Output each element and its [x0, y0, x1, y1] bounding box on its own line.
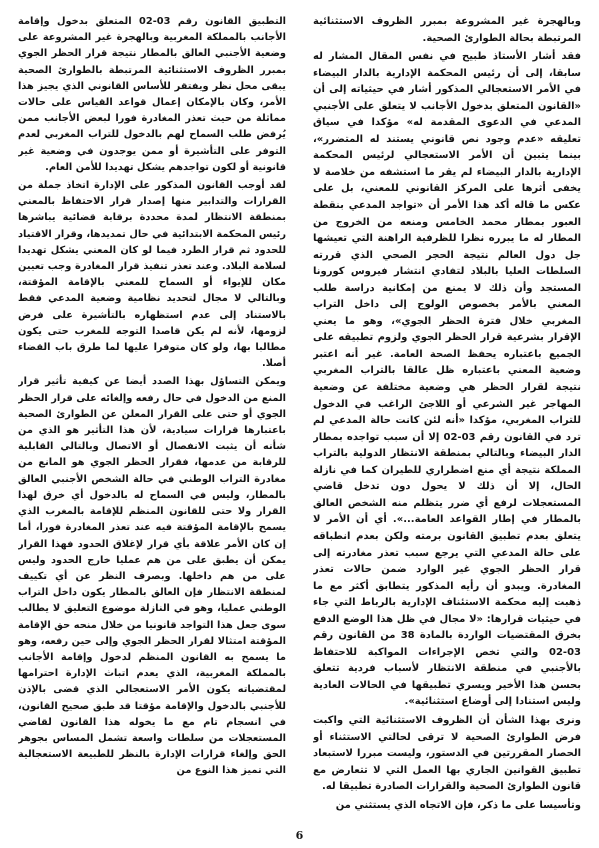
paragraph: وتأسيسا على ما ذكر، فإن الاتجاه الذي يستثني من [335, 799, 581, 811]
text-column-left [18, 14, 286, 820]
paragraph: لقد أوجب القانون المذكور على الإدارة اتخاذ جملة من القرارات والتدابير منها إصدار قرار الاحتفاظ بالمعني بمنطقة الانتظار لمدة محددة برقابة قضائية يباشرها رئيس المحكمة الابتدائية في حال تمديدها، وقرار الاقتياد للحدود ثم قرار الطرد فيما لو كان المعني يشكل تهديدا لسلامة البلاد. وعند تعذر تنفيذ قرار المغادرة وجب تعيين مكان للإيواء أو السماح للمعني بالإقامة المؤقتة، وبالتالي لا مجال لتحديد نظامية وضعية المدعي فقط بالاستناد إلى عدم استظهاره بالتأشيرة على فرض لزومها، لأنه لم يكن قاصدا التوجه للمغرب حتى يكون مطالبا بها، ولو كان متوفرا عليها لما طرق باب القضاء أصلا. [18, 180, 286, 370]
paragraph: التطبيق القانون رقم 03-02 المتعلق بدخول وإقامة الأجانب بالمملكة المغربية وبالهجرة غير المشروعة على وضعية الأجنبي العالق بالمطار نتيجة قرار الحظر الجوي بمبرر الظروف الاستثنائية المرتبطة بالطوارئ الصحية يبقى محل نظر ويفتقر للأساس القانوني الذي يجيز هذا الأمر، وكان بالإمكان إعمال قواعد القياس على حالات مماثلة من حيث تعذر المغادرة فورا لبعض الأجانب ممن يُرفض طلب السماح لهم بالدخول للتراب المغربي لعدم التوفر على التأشيرة أو ممن يوجدون في وضعية غير قانونية أو لكون تواجدهم يشكل تهديدا للأمن العام. [18, 16, 286, 173]
page-number: 6 [295, 829, 304, 842]
paragraph: ونرى بهذا الشأن أن الظروف الاستثنائية التي واكبت فرض الطوارئ الصحية لا ترقى لحالتي الاستثناء أو الحصار المقررتين في الدستور، وليست مبررا لاستبعاد تطبيق القوانين الجاري بها العمل التي لا تتعارض مع قانون الطوارئ الصحية والقرارات الصادرة تطبيقا له. [313, 714, 581, 793]
paragraph: فقد أشار الأستاذ طبيح في نفس المقال المشار له سابقا، إلى أن رئيس المحكمة الإدارية بالدار البيضاء في الأمر الاستعجالي المذكور أشار في حيثياته إلى أن «القانون المتعلق بدخول الأجانب لا يتعلق على الأجنبي المدعي في الدعوى المقدمة له» مؤكدا في سياق تعليقه «عدم وجود نص قانوني يستند له المتضرر»، بينما يتبين أن الأمر الاستعجالي لرئيس المحكمة الإدارية بالدار البيضاء لم يقر ما استشفه من خلاصة لا يخفى أثرها على المركز القانوني للمعني، بل على عكس ما قاله أكد هذا الأمر أن «تواجد المدعي بنقطة العبور بمطار محمد الخامس ومنعه من الخروج من المطار له ما يبرره نظرا للظرفية الراهنة التي تعيشها جل دول العالم نتيجة الحجر الصحي الذي قررته السلطات العليا بالبلاد لتفادي انتشار فيروس كورونا المستجد وأن ذلك لا يمنع من إمكانية دراسة طلب المعني بالأمر بخصوص الولوج إلى داخل التراب المغربي خلال فترة الحظر الجوي»، وهو ما يعني الإقرار بشرعية قرار الحظر الجوي ولزوم تطبيقه على الجميع باعتباره يحفظ الصحة العامة. غير أنه اعتبر وضعية المعني باعتباره ظل عالقا بالتراب المغربي نتيجة لقرار الحظر هي وضعية مختلفة عن وضعية المهاجر غير الشرعي أو اللاجئ الراغب في الدخول للتراب المغربي، مؤكدا «أنه لئن كانت حالة المدعي لم ترد في القانون رقم 03-02 إلا أن سبب تواجده بمطار الدار البيضاء وبالتالي بمنطقة الانتظار الدولية بالتراب المملكة نتيجة أي منع اضطراري للطيران كما في نازلة الحال، إلا أن ذلك لا يحول دون تدخل قاضي المستعجلات لرفع أي ضرر يتظلم منه الشخص العالق بالمطار في إطار القواعد العامة...». أي أن الأمر لا يتعلق بعدم تطبيق القانون برمته ولكن بعدم انطباقه على حالة المدعي التي يرجع سبب تعذر مغادرته إلى قرار الحظر الجوي غير الوارد ضمن حالات تعذر المغادرة. ويبدو أن رأيه المذكور يتطابق أكثر مع ما ذهبت إليه محكمة الاستئناف الإدارية بالرباط التي جاء في حيثيات قرارها: «لا مجال في ظل هذا الوضع الدفع بخرق المقتضيات الواردة بالمادة 38 من القانون رقم 03-02 والتي تخص الإجراءات المواكبة للاحتفاظ بالأجنبي في منطقة الانتظار لأسباب فردية تتعلق بحسن هذا الأخير ويسري تطبيقها في الحالات العادية وليس استنادا إلى أوضاع استثنائية». [313, 51, 581, 708]
text-column-right [313, 14, 581, 820]
paragraph: ويمكن التساؤل بهذا الصدد أيضا عن كيفية تأثير قرار المنع من الدخول في حال رفعه وإلغائه على قرار الحظر الجوي أو حتى على القرار المعلن عن الطوارئ الصحية باعتبارها قرارات سيادية، لأن هذا التأثير هو الذي من شأنه أن يثبت الانفصال أو الاتصال وبالتالي القابلية للرقابة من عدمها، فقرار الحظر الجوي هو المانع من مغادرة التراب الوطني في حالة الشخص الأجنبي العالق بالمطار، وليس في السماح له بالدخول أي خرق لهذا القرار ولا حتى للقانون المنظم للإقامة بالمغرب الذي يسمح بالإقامة المؤقتة فيه عند تعذر المغادرة فورا، أما إن كان الأمر علاقة بأي قرار لإغلاق الحدود فهذا القرار يمكن أن يطبق على من هم عمليا خارج الحدود وليس على من هم داخلها. وبصرف النظر عن أي تكييف لمنطقة الانتظار فإن العالق بالمطار يكون داخل التراب الوطني عمليا، وهو في النازلة موضوع التعليق لا يطالب سوى جعل هذا التواجد قانونيا من خلال منحه حق الإقامة المؤقتة امتثالا لقرار الحظر الجوي وإلى حين رفعه، وهو ما يسمح به القانون المنظم لدخول وإقامة الأجانب بالمملكة المغربية، الذي يعدم اتباث الإدارة احترامها لمقتضياته يكون الأمر الاستعجالي الذي قضى بالإذن للأجنبي بالدخول والإقامة مؤقتا قد طبق صحيح القانون، في انسجام تام مع ما يخوله هذا القانون لقاضي المستعجلات من سلطات واسعة تشمل المساس بجوهر الحق وإلغاء قرارات الإدارة بالنظر للطبيعة الاستعجالية التي تميز هذا النوع من [18, 376, 286, 777]
paragraph: وبالهجرة غير المشروعة بمبرر الظروف الاستثنائية المرتبطة بحالة الطوارئ الصحية. [313, 16, 581, 44]
